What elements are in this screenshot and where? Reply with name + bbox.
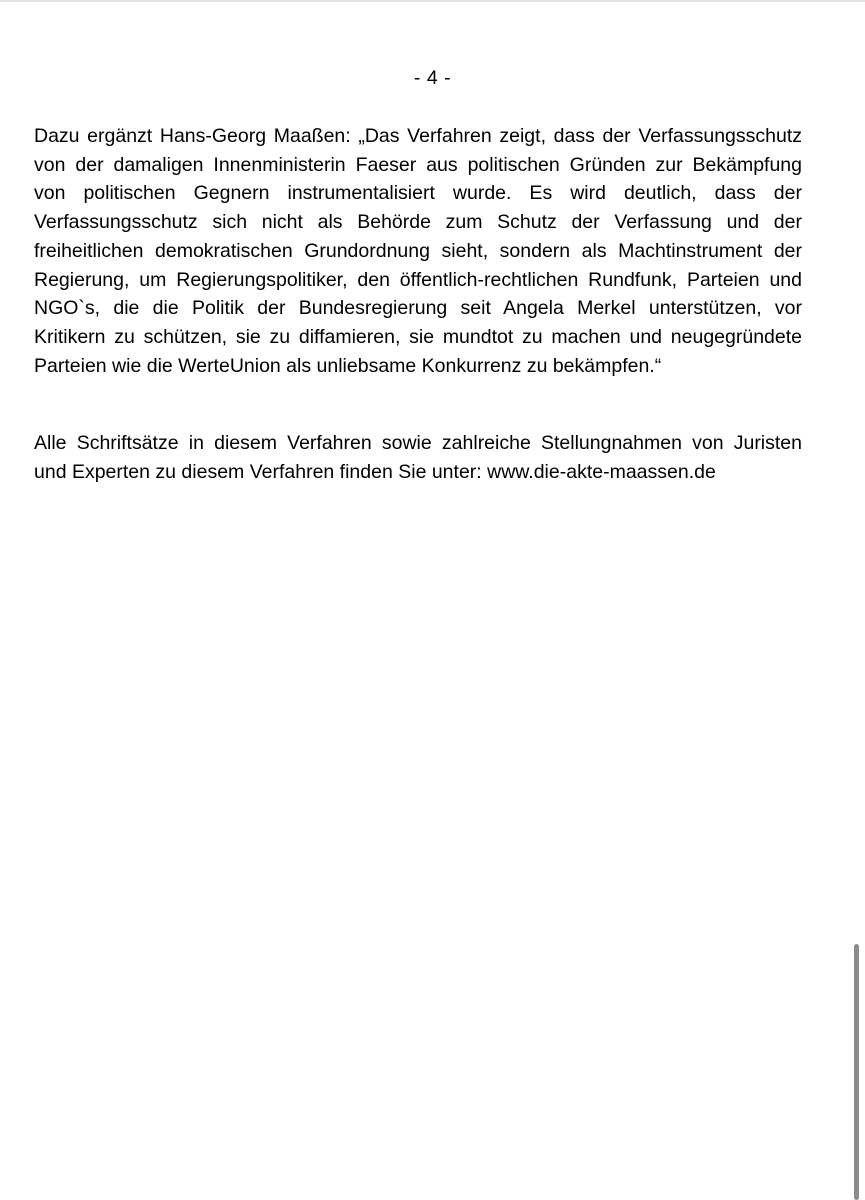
text-line: Verfassungsschutz sich nicht als Behörde zum Schutz der Verfassung und der: [34, 211, 802, 234]
text-line: NGO`s, die die Politik der Bundesregierung seit Angela Merkel unterstützen, vor: [34, 297, 802, 320]
vertical-scrollbar[interactable]: [854, 944, 859, 1200]
text-line: Parteien wie die WerteUnion als unliebsame Konkurrenz zu bekämpfen.“: [34, 354, 662, 377]
text-line: freiheitlichen demokratischen Grundordnung sieht, sondern als Machtinstrument der: [34, 239, 802, 262]
text-line: von der damaligen Innenministerin Faeser aus politischen Gründen zur Bekämpfung: [34, 153, 802, 176]
text-line: Regierung, um Regierungspolitiker, den öffentlich-rechtlichen Rundfunk, Parteien und: [34, 268, 802, 291]
page-number: - 4 -: [413, 67, 452, 89]
text-line: Alle Schriftsätze in diesem Verfahren sowie zahlreiche Stellungnahmen von Juristen: [34, 432, 802, 454]
quote-paragraph: [34, 122, 802, 380]
reference-paragraph: [34, 429, 802, 486]
text-line: von politischen Gegnern instrumentalisiert wurde. Es wird deutlich, dass der: [34, 182, 802, 205]
page-top-divider: [0, 0, 865, 2]
text-line: Dazu ergänzt Hans-Georg Maaßen: „Das Verfahren zeigt, dass der Verfassungsschutz: [34, 125, 802, 147]
text-line: Kritikern zu schützen, sie zu diffamieren, sie mundtot zu machen und neugegründete: [34, 325, 802, 348]
text-line-with-link: und Experten zu diesem Verfahren finden Sie unter: www.die-akte-maassen.de: [34, 460, 716, 483]
